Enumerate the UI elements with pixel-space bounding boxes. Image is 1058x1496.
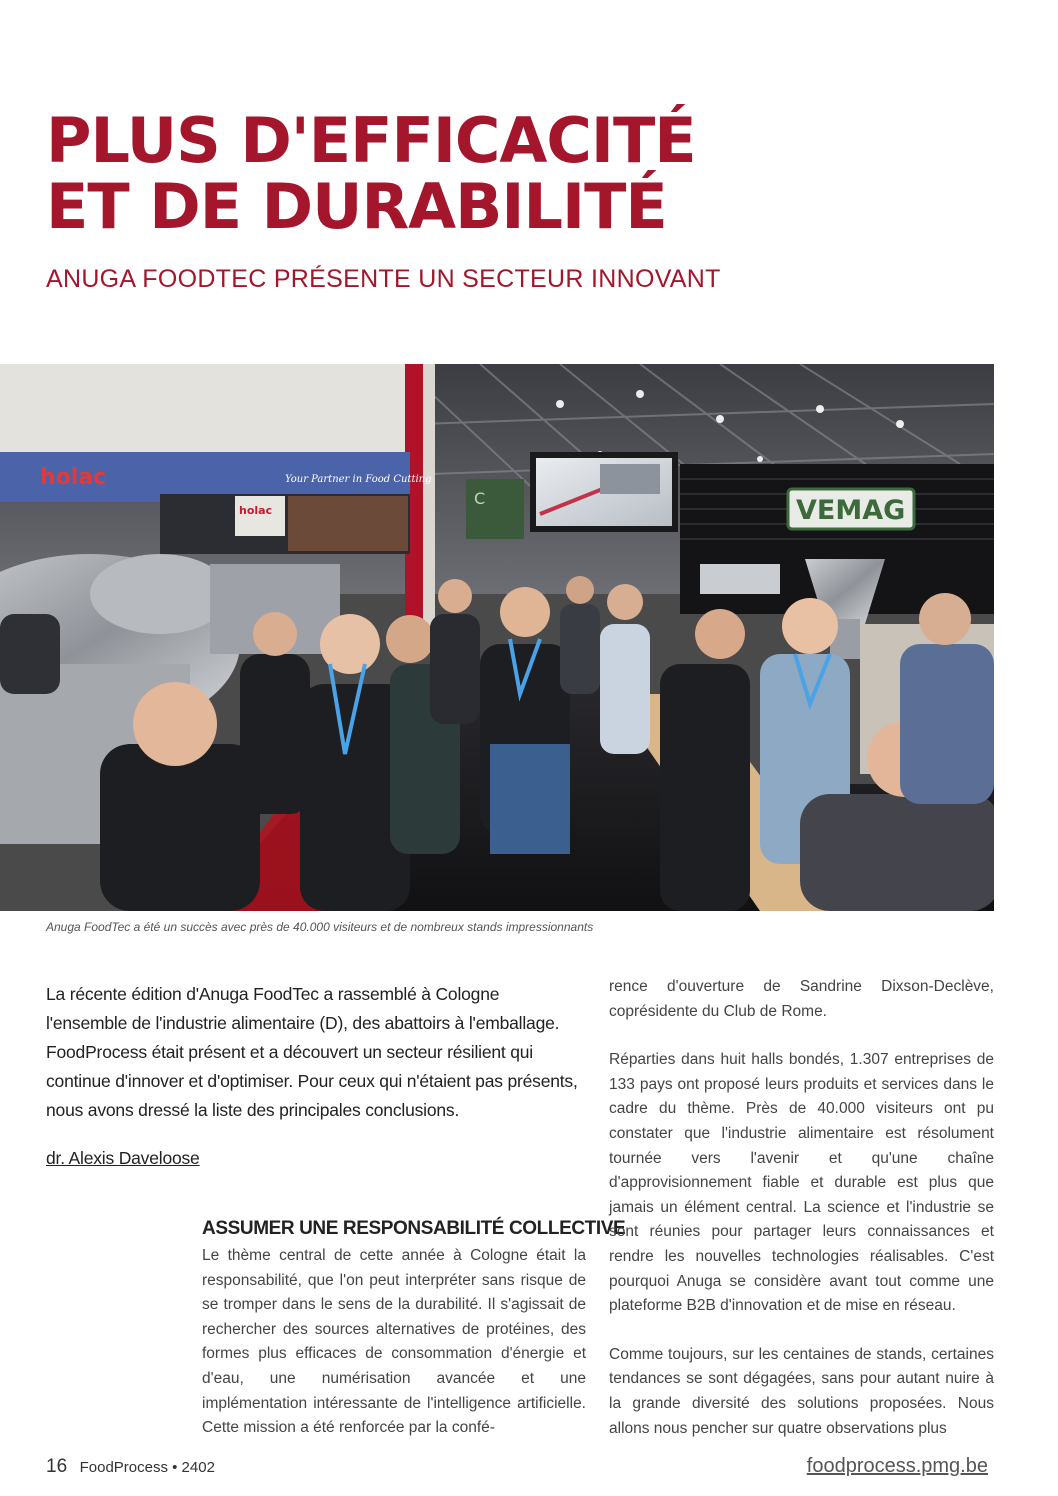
title-line-1: PLUS D'EFFICACITÉ [46,104,696,177]
article-title [46,104,746,243]
publication-issue: FoodProcess • 2402 [79,1459,215,1476]
trade-fair-photo [0,364,994,911]
section-body: Le thème central de cette année à Cologne était la responsabilité, que l'on peut interpréter sans risque de se tromper dans le sens de la durabilité. Il s'agissait de rechercher des sources alternatives de protéines, des formes plus efficaces de consommation d'énergie et d'eau, une numérisation avancée et une implémentation intéressante de l'intelligence artificielle. Cette mission a été renforcée par la confé- [202,1247,586,1437]
article-subtitle: ANUGA FOODTEC PRÉSENTE UN SECTEUR INNOVANT [46,265,721,293]
section-heading: ASSUMER UNE RESPONSABILITÉ COLLECTIVE [202,1218,626,1239]
intro-paragraph: La récente édition d'Anuga FoodTec a rassemblé à Cologne l'ensemble de l'industrie alimentaire (D), des abattoirs à l'emballage. FoodProcess était présent et a découvert un secteur résilient qui continue d'innover et d'optimiser. Pour ceux qui n'étaient pas présents, nous avons dressé la liste des principales conclusions. [46,984,578,1120]
right-column-paragraph-1: rence d'ouverture de Sandrine Dixson-Declève, coprésidente du Club de Rome. [609,978,994,1020]
page-footer-left [46,1456,215,1478]
website-link[interactable]: foodprocess.pmg.be [806,1455,988,1477]
photo-caption: Anuga FoodTec a été un succès avec près de 40.000 visiteurs et de nombreux stands impressionnants [46,920,594,934]
holac-tagline: Your Partner in Food Cutting [285,474,432,485]
section-collective-responsibility [202,1218,626,1441]
page-number: 16 [46,1456,68,1477]
holac-small-sign: holac [239,504,273,517]
right-column [609,975,994,1465]
title-line-2: ET DE DURABILITÉ [46,170,667,243]
holac-sign: holac [40,465,107,490]
right-column-paragraph-2: Réparties dans huit halls bondés, 1.307 entreprises de 133 pays ont proposé leurs produits et services dans le cadre du thème. Près de 40.000 visiteurs ont pu constater que l'industrie alimentaire est résolument tournée vers l'avenir et qu'une chaîne d'approvisionnement fiable et durable est plus que jamais un élément central. La science et l'industrie se sont réunies pour partager leurs connaissances et rendre les nouvelles technologies réalisables. C'est pourquoi Anuga se considère avant tout comme une plateforme B2B d'innovation et de mise en réseau. [609,1051,994,1315]
svg-text:C: C [474,489,486,508]
vemag-sign: VEMAG [796,495,906,526]
author-byline: dr. Alexis Daveloose [46,1148,200,1168]
right-column-paragraph-3: Comme toujours, sur les centaines de stands, certaines tendances se sont dégagées, sans pour autant nuire à la grande diversité des solutions proposées. Nous allons nous pencher sur quatre observations plus [609,1345,994,1437]
